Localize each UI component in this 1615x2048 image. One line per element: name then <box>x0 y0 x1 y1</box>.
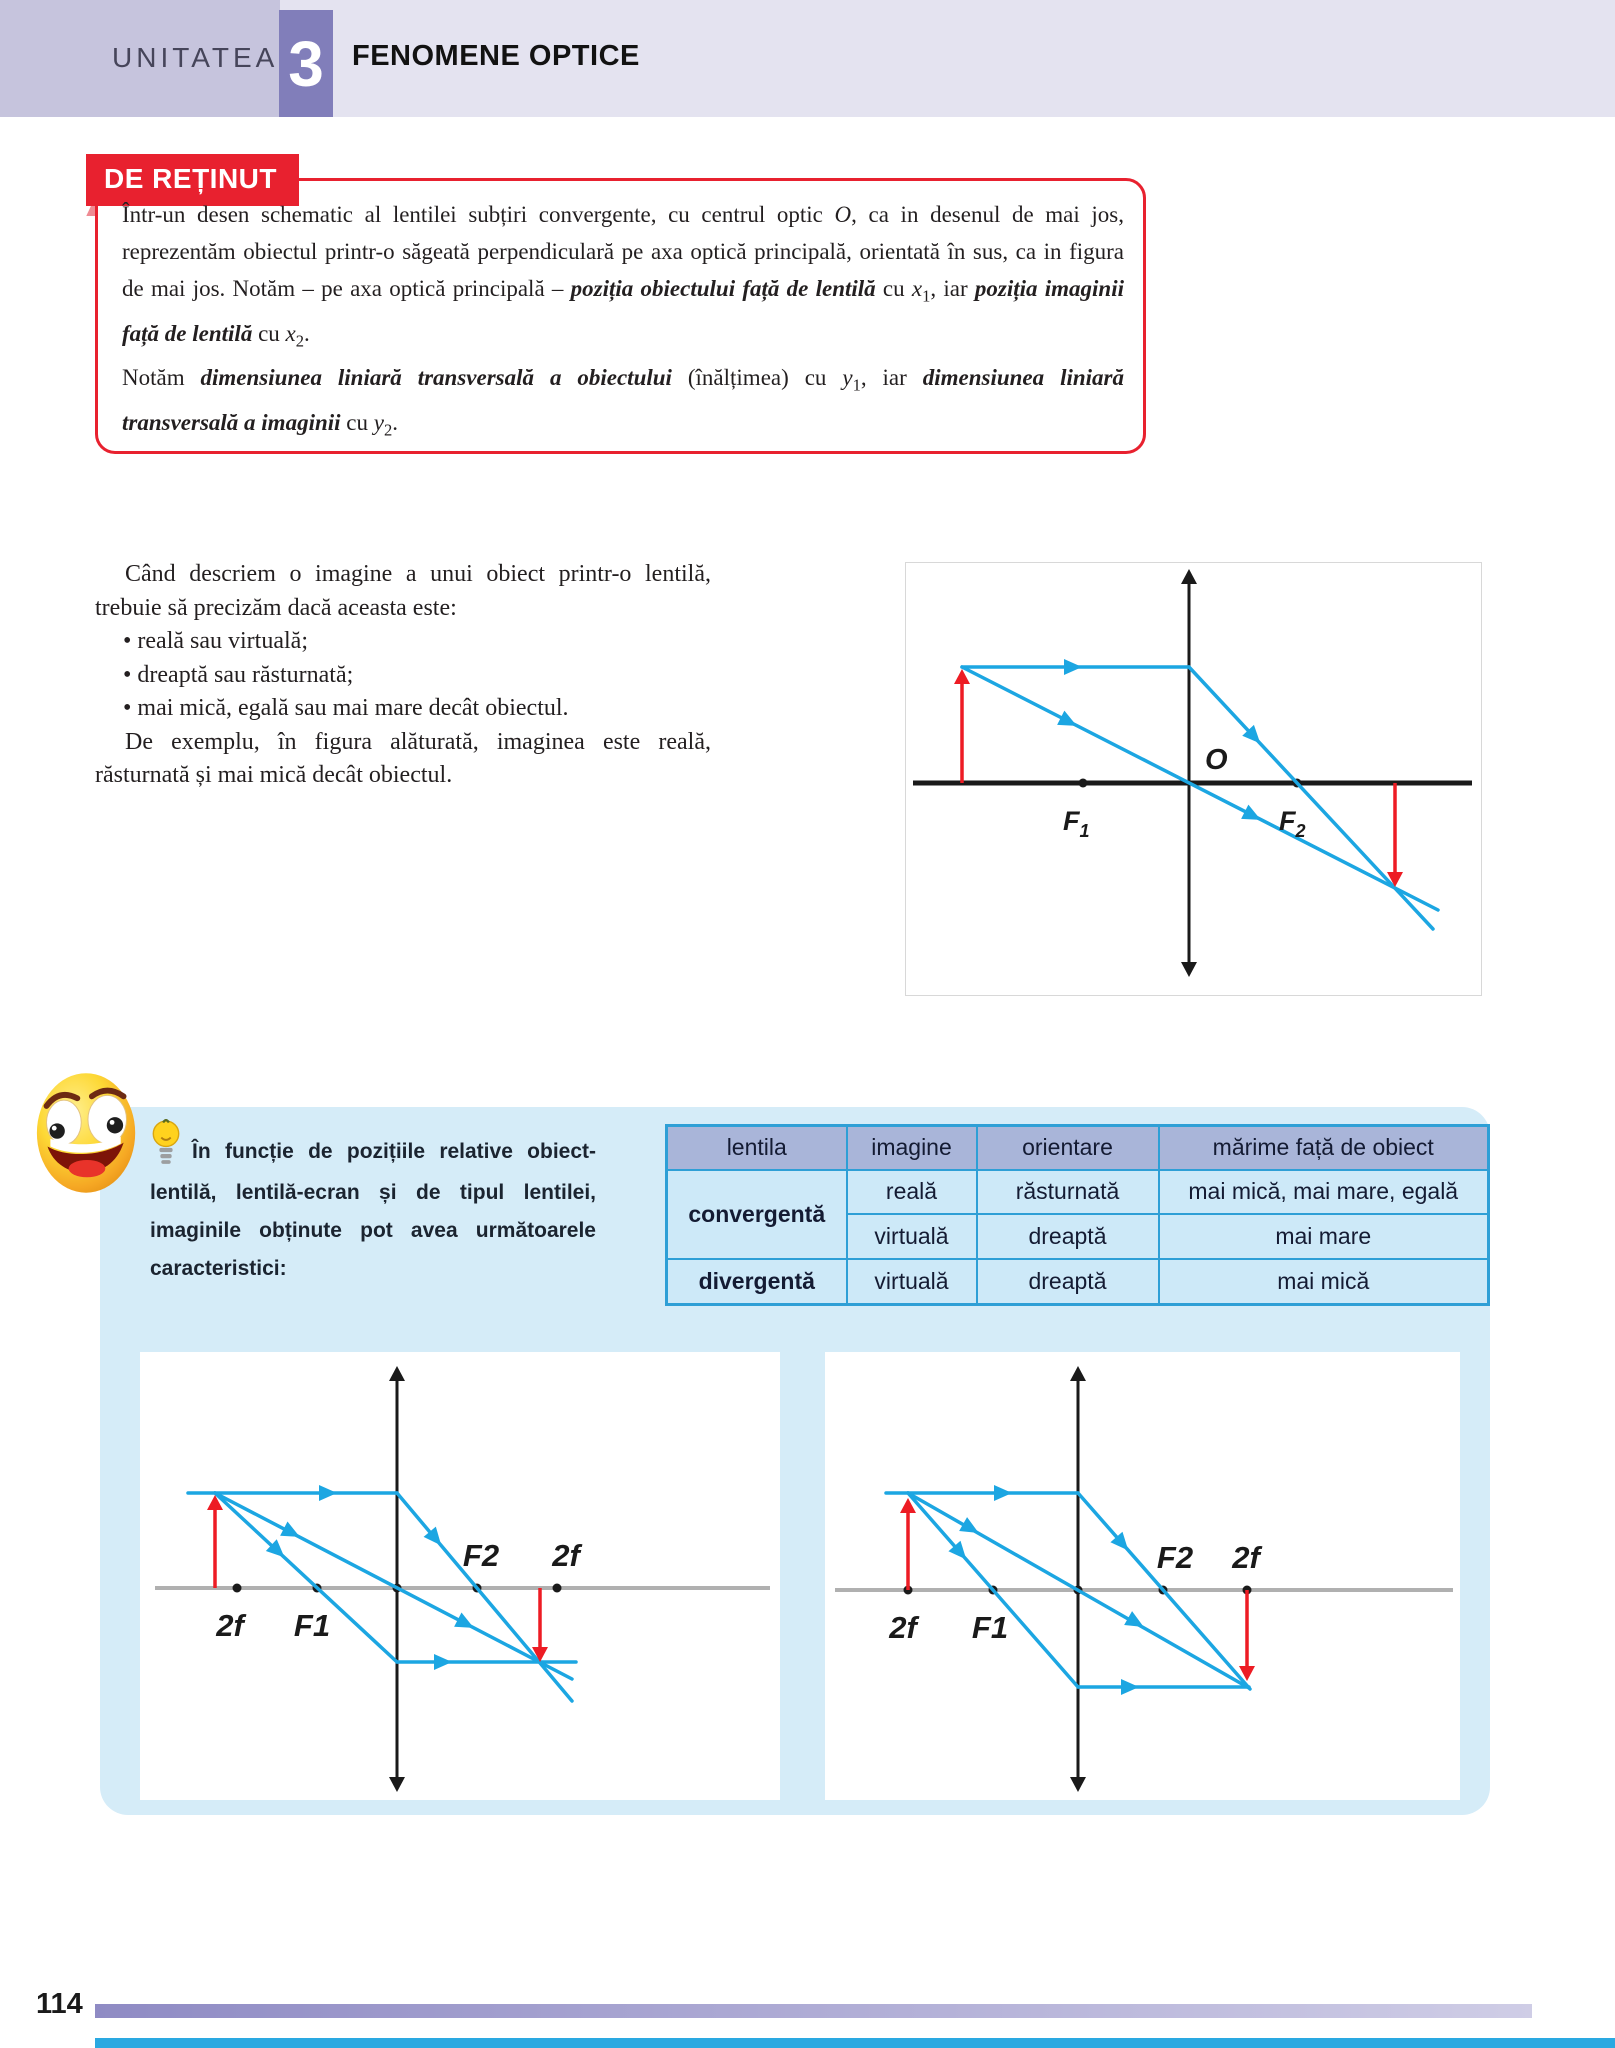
table-cell: dreaptă <box>977 1259 1159 1305</box>
retinut-paragraph: Într-un desen schematic al lentilei subțiri convergente, cu centrul optic O, ca in desenul de mai jos, reprezentăm obiectul printr-o săgeată perpendiculară pe axa optică principală, orientată în sus, ca in figura de mai jos. Notăm – pe axa optică principală – poziția obiectului față de lentilă cu $x_1$, iar poziția imaginii față de lentilă cu $x_2$. <box>122 202 1125 351</box>
focal-point-f1 <box>1079 779 1088 788</box>
table-cell: răsturnată <box>977 1170 1159 1214</box>
column-header: imagine <box>847 1126 977 1170</box>
paragraph: De exemplu, în figura alăturată, imaginea este reală, răsturnată și mai mică decât obiectul. <box>95 728 711 788</box>
retinut-paragraph: Notăm dimensiunea liniară transversală a obiectului (înălțimea) cu $y_1$, iar dimensiunea liniară transversală a imaginii cu $y_2$. <box>122 365 1124 440</box>
table-cell: convergentă <box>667 1170 847 1259</box>
table-cell: dreaptă <box>977 1214 1159 1259</box>
unit-number: 3 <box>288 27 324 100</box>
page-title: FENOMENE OPTICE <box>352 40 640 72</box>
lightbulb-icon <box>150 1118 182 1174</box>
table-cell: reală <box>847 1170 977 1214</box>
diagram-object-beyond-2f <box>140 1352 780 1800</box>
label-f1: F1 <box>293 1608 331 1643</box>
footer-strip <box>95 2038 1615 2048</box>
column-header: orientare <box>977 1126 1159 1170</box>
smiley-emoji-icon <box>34 1068 140 1196</box>
table-cell: mai mare <box>1159 1214 1489 1259</box>
table-cell: virtuală <box>847 1214 977 1259</box>
panel-intro <box>150 1118 596 1288</box>
list-item: • mai mică, egală sau mai mare decât obiectul. <box>123 695 569 721</box>
label-f2: F2 <box>1156 1540 1194 1575</box>
label-2f-right: 2f <box>552 1538 580 1573</box>
unit-label: UNITATEA <box>112 42 279 73</box>
table-cell: divergentă <box>667 1259 847 1305</box>
page-number: 114 <box>36 1988 83 2020</box>
column-header: mărime față de obiect <box>1159 1126 1489 1170</box>
figure-frame <box>906 563 1482 996</box>
lens-characteristics-table <box>665 1124 1490 1306</box>
paragraph: Când descriem o imagine a unui obiect printr-o lentilă, trebuie să precizăm dacă aceasta este: <box>95 561 711 621</box>
panel-intro-text: În funcție de pozițiile relative obiect-lentilă, lentilă-ecran și de tipul lentilei, imaginile obținute pot avea următoarele caracteristici: <box>150 1140 596 1280</box>
table-row <box>667 1259 1489 1305</box>
list-item: • reală sau virtuală; <box>123 628 308 654</box>
label-2f-right: 2f <box>1232 1540 1260 1575</box>
table-cell: mai mică, mai mare, egală <box>1159 1170 1489 1214</box>
diagram-object-at-2f <box>825 1352 1460 1800</box>
body-text <box>95 558 711 793</box>
table-cell: mai mică <box>1159 1259 1489 1305</box>
label-2f-left: 2f <box>889 1610 917 1645</box>
label-2f-left: 2f <box>216 1608 244 1643</box>
retinut-text <box>122 196 1124 448</box>
column-header: lentila <box>667 1126 847 1170</box>
label-f2: F2 <box>462 1538 500 1573</box>
label-f2: $F_2$ <box>1279 806 1306 841</box>
retinut-label: DE REȚINUT <box>86 154 299 206</box>
unit-number-box <box>279 10 333 117</box>
bullet-list <box>95 625 711 726</box>
main-lens-diagram <box>905 562 1482 996</box>
footer-bar <box>95 2004 1532 2018</box>
label-f1: F1 <box>971 1610 1009 1645</box>
table-cell: virtuală <box>847 1259 977 1305</box>
list-item: • dreaptă sau răsturnată; <box>123 661 354 688</box>
table-row <box>667 1170 1489 1214</box>
label-optical-center: O <box>1205 744 1228 776</box>
label-f1: $F_1$ <box>1063 806 1090 841</box>
table-header-row <box>667 1126 1489 1170</box>
